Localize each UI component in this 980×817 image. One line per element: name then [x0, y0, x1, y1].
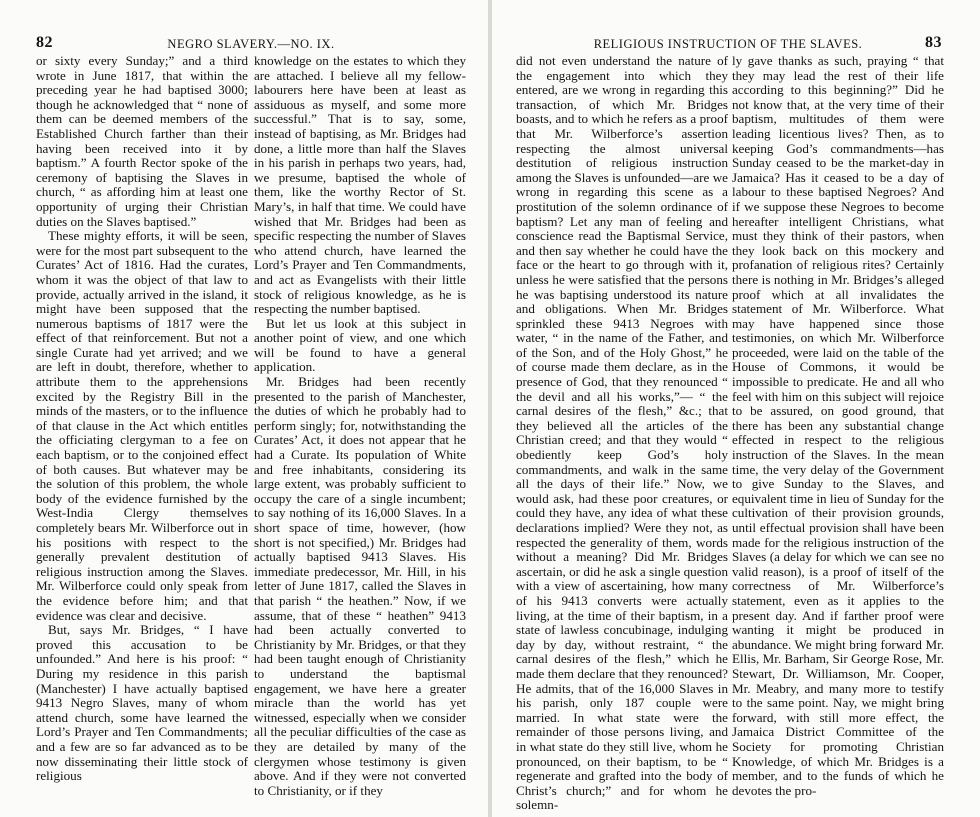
- left-page-number: 82: [36, 34, 53, 51]
- paragraph: or sixty every Sunday;” and a third wrote in June 1817, that within the preceding year he had baptised 3000; though he acknowledged that “ none of them can be deemed members of the Established Church farther than their having been received into it by baptism.” A fourth Rector spoke of the ceremony of baptising the Slaves in church, “ as affording him at least one opportunity of urging their Christian duties on the Slaves baptised.”: [36, 54, 248, 229]
- left-page-column-1: [36, 54, 248, 814]
- left-running-head: NEGRO SLAVERY.—NO. IX.: [167, 37, 335, 51]
- right-page-number: 83: [925, 34, 942, 51]
- right-running-head: RELIGIOUS INSTRUCTION OF THE SLAVES.: [593, 37, 863, 51]
- left-page-column-2: [254, 54, 466, 814]
- paragraph: These mighty efforts, it will be seen, were for the most part subsequent to the Curates’ Act of 1816. Had the curates, whom it was the object of that law to provide, actually arrived in the island, it might have been supposed that the numerous baptisms of 1817 were the effect of that reinforcement. But not a single Curate had yet arrived; and we are left in doubt, therefore, whether to attribute them to the apprehensions excited by the Registry Bill in the minds of the masters, or to the influence of that clause in the Act which entitles the officiating clergyman to a fee on each baptism, or to the conjoined effect of both causes. But whatever may be the solution of this problem, the whole body of the evidence furnished by the West-India Clergy themselves completely bears Mr. Wilberforce out in his positions with respect to the generally prevalent destitution of religious instruction among the Slaves. Mr. Wilberforce could only speak from the evidence before him; and that evidence was clear and decisive.: [36, 228, 248, 623]
- paragraph: ly gave thanks as such, praying “ that they may lead the rest of their life according to this beginning?” Did he not know that, at the very time of their baptism, multitudes of them were leading licentious lives? Then, as to keeping God’s commandments—has Sunday ceased to be the market-day in Jamaica? Has it ceased to be a day of labour to these baptised Negroes? And if we suppose these Negroes to become hereafter intelligent Christians, what must they think of their pastors, when they look back on this mockery and profanation of religious rites? Certainly there is nothing in Mr. Bridges’s alleged proof which at all invalidates the statement of Mr. Wilberforce. What may have happened since those testimonies, on which Mr. Wilberforce proceeded, were laid on the table of the House of Commons, it would be impossible to predicate. He and all who feel with him on this subject will rejoice to be assured, on good ground, that there has been any substantial change effected in respect to the religious instruction of the Slaves. In the mean time, the very delay of the Government to give Sunday to the Slaves, and equivalent time in lieu of Sunday for the cultivation of their provision grounds, until effectual provision shall have been made for the religious instruction of the Slaves (a delay for which we can see no valid reason), is a proof of itself of the correctness of Mr. Wilberforce’s statement, even as it applies to the present day. And if farther proof were wanting it might be produced in abundance. We might bring forward Mr. Ellis, Mr. Barham, Sir George Rose, Mr. Stewart, Dr. Williamson, Mr. Cooper, Mr. Meabry, and many more to testify to the same point. Nay, we might bring forward, with still more effect, the Jamaica District Committee of the Society for promoting Christian Knowledge, of which Mr. Bridges is a member, and to the funds of which he devotes the pro-: [732, 54, 944, 798]
- left-page-header: [36, 36, 466, 54]
- paragraph: Mr. Bridges had been recently presented to the parish of Manchester, the duties of which he probably had to perform singly; for, notwithstanding the Curates’ Act, it does not appear that he had a Curate. Its population of White and free inhabitants, considering its large extent, was probably sufficient to occupy the care of a single incumbent; to say nothing of its 16,000 Slaves. In a short space of time, however, (how short is not specified,) Mr. Bridges had actually baptised 9413 Slaves. His immediate predecessor, Mr. Hill, in his letter of June 1817, called the Slaves in that parish “ the heathen.” Now, if we assume, that of these “ heathen” 9413 had been actually converted to Christianity by Mr. Bridges, or that they had been taught enough of Christianity to understand the baptismal engagement, we have here a greater miracle than the world has yet witnessed, especially when we consider all the peculiar difficulties of the case as they are detailed by many of the clergymen whose testimony is given above. And if they were not converted to Christianity, or if they: [254, 374, 466, 798]
- left-page: [0, 0, 488, 817]
- paragraph: knowledge on the estates to which they are attached. I believe all my fellow-labourers here have been at least as assiduous as myself, and some more successful.” That is to say, some, instead of baptising, as Mr. Bridges had done, a little more than half the Slaves in his parish in perhaps two years, had, we presume, baptised the whole of them, like the worthy Rector of St. Mary’s, in half that time. We could have wished that Mr. Bridges had been as specific respecting the number of Slaves who attend church, have learned the Lord’s Prayer and Ten Commandments, and act as Evangelists with their little stock of religious knowledge, as he is respecting the number baptised.: [254, 54, 466, 317]
- paragraph: But let us look at this subject in another point of view, and one which will be found to have a general application.: [254, 315, 466, 375]
- right-page: [492, 0, 980, 817]
- right-page-header: [514, 36, 942, 54]
- right-page-column-2: [732, 54, 944, 814]
- right-page-column-1: [516, 54, 728, 814]
- paragraph: But, says Mr. Bridges, “ I have proved this accusation to be unfounded.” And here is his proof: “ During my residence in this parish (Manchester) I have actually baptised 9413 Negro Slaves, many of whom attend church, some have learned the Lord’s Prayer and Ten Commandments; and a few are so far advanced as to be now disseminating their little stock of religious: [36, 622, 248, 784]
- paragraph: did not even understand the nature of the engagement into which they entered, are we wrong in regarding this transaction, of which Mr. Bridges boasts, and to which he refers as a proof that Mr. Wilberforce’s assertion respecting the almost universal destitution of religious instruction among the Slaves is unfounded—are we wrong in regarding this scene as a prostitution of the solemn ordinance of baptism? Let any man of feeling and conscience read the Baptismal Service, and then say whether he could have the face or the heart to go through with it, unless he were satisfied that the persons he was baptising understood its nature and obligations. When Mr. Bridges sprinkled these 9413 Negroes with water, “ in the name of the Father, and of the Son, and of the Holy Ghost,” he of course made them declare, as in the presence of God, that they renounced “ the devil and all his works,”— “ the carnal desires of the flesh,” &c.; that they believed all the articles of the Christian creed; and that they would “ obediently keep God’s holy commandments, and walk in the same all the days of their life.” Now, we would ask, had these poor creatures, or could they have, any idea of what these declarations implied? Were they not, as respected the generality of them, words without a meaning? Did Mr. Bridges ascertain, or did he ask a single question with a view of ascertaining, how many of his 9413 converts were actually living, at the time of their baptism, in a state of lawless concubinage, indulging day by day, without restraint, “ the carnal desires of the flesh,” which he made them declare that they renounced? He admits, that of the 16,000 Slaves in his parish, only 187 couple were married. In what state were the remainder of those persons living, and in what state do they still live, whom he pronounced, on their baptism, to be “ regenerate and grafted into the body of Christ’s church;” and for whom he solemn-: [516, 54, 728, 813]
